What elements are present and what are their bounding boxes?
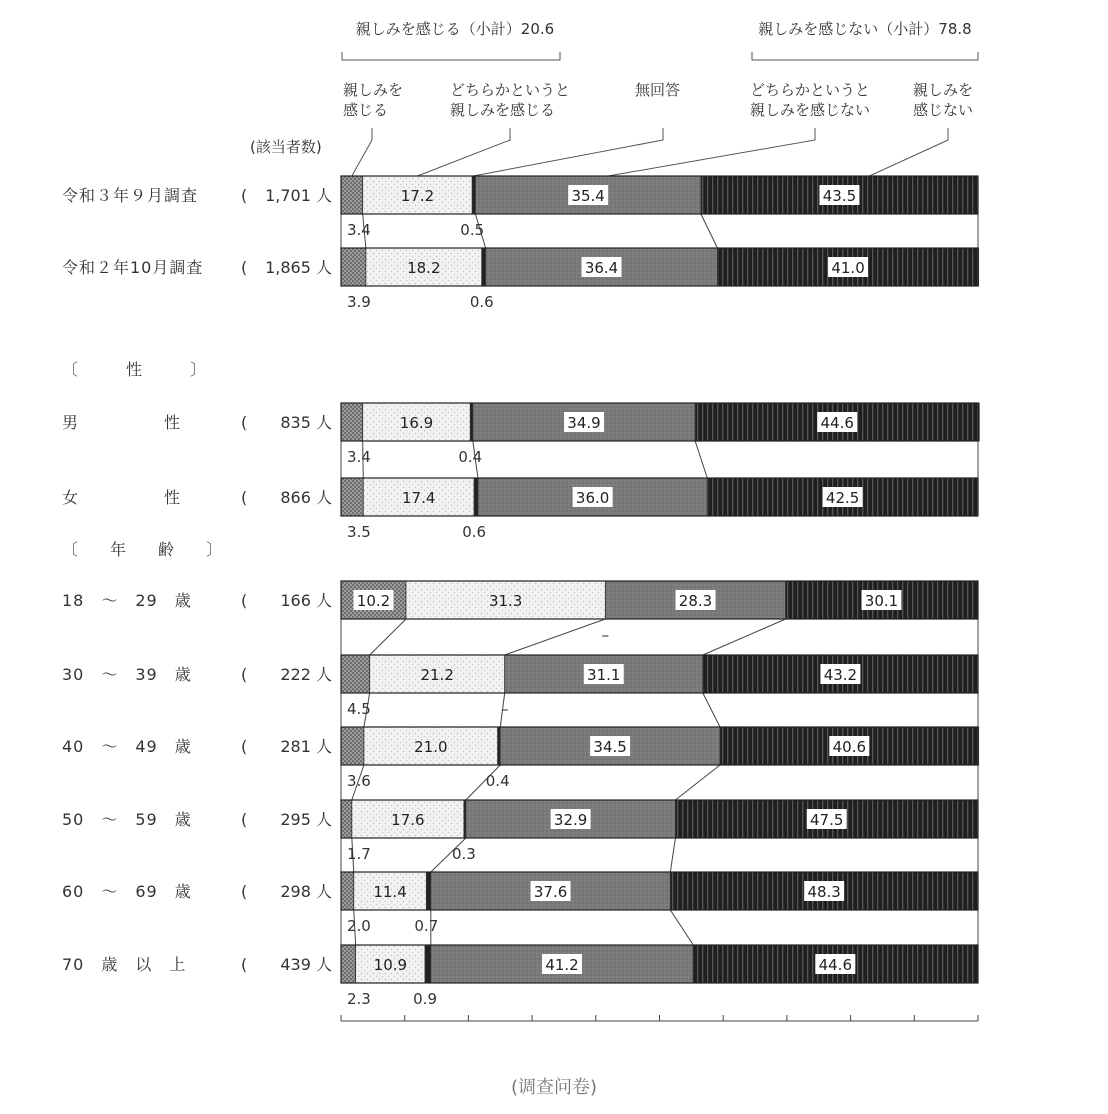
bar-segment-親しみを感じる (341, 872, 354, 910)
value-label: 36.0 (575, 489, 610, 507)
value-label: 10.2 (356, 592, 391, 610)
row-paren: ( (241, 488, 248, 507)
row-count: 439 人 (280, 955, 332, 974)
row-connector-box (341, 441, 978, 478)
bar-row (62, 248, 979, 311)
below-label-first: 3.6 (347, 772, 371, 790)
below-label-first: 3.5 (347, 523, 371, 541)
row-paren: ( (241, 413, 248, 432)
value-label: 21.0 (414, 738, 448, 756)
below-label-first: 3.4 (347, 448, 371, 466)
value-label: 17.4 (402, 489, 436, 507)
section-title-age: 〔 年 齢 〕 (62, 540, 223, 559)
below-label-no-answer: 0.3 (452, 845, 476, 863)
legend-label-1: どちらかというと親しみを感じる (450, 81, 571, 119)
row-count: 1,701 人 (265, 186, 332, 205)
value-label: 42.5 (825, 489, 860, 507)
below-label-no-answer: 0.9 (413, 990, 438, 1008)
row-label: 60 〜 69 歳 (62, 882, 192, 901)
value-label: 11.4 (373, 883, 407, 901)
row-paren: ( (241, 955, 248, 974)
value-label: 37.6 (533, 883, 568, 901)
chart-rows (62, 176, 979, 1008)
row-paren: ( (241, 591, 248, 610)
legend-label-3: どちらかというと親しみを感じない (750, 81, 871, 119)
value-label: 31.3 (488, 592, 523, 610)
value-label: 36.4 (584, 259, 619, 277)
below-label-no-answer: 0.7 (414, 917, 439, 935)
below-label-first: 2.3 (347, 990, 371, 1008)
value-label: 44.6 (820, 414, 854, 432)
value-label: 17.2 (400, 187, 435, 205)
value-label: 47.5 (810, 811, 844, 829)
value-label: 44.6 (818, 956, 853, 974)
row-label: 令和２年10月調査 (62, 258, 204, 277)
row-label: 70 歳 以 上 (62, 955, 187, 974)
row-label: 男 性 (62, 413, 182, 432)
bar-segment-無回答 (482, 248, 486, 286)
bar-segment-親しみを感じる (341, 403, 363, 441)
legend-label-2: 無回答 (635, 81, 681, 99)
row-paren: ( (241, 186, 248, 205)
value-label: 31.1 (587, 666, 621, 684)
x-axis (341, 1015, 978, 1021)
row-count: 835 人 (280, 413, 332, 432)
bar-segment-親しみを感じる (341, 945, 356, 983)
group-left-label: 親しみを感じる（小計）20.6 (355, 20, 555, 38)
bar-segment-親しみを感じる (341, 655, 370, 693)
row-count: 281 人 (280, 737, 332, 756)
below-label-first: 3.4 (347, 221, 371, 239)
below-label-first: 1.7 (347, 845, 371, 863)
row-label: 18 〜 29 歳 (62, 591, 192, 610)
below-label-no-answer: – (601, 626, 610, 644)
row-count: 1,865 人 (265, 258, 332, 277)
legend-label-4: 親しみを感じない (913, 81, 974, 119)
bar-segment-無回答 (425, 945, 431, 983)
leader-very-close (352, 128, 372, 176)
value-label: 34.5 (593, 738, 627, 756)
row-paren: ( (241, 737, 248, 756)
value-label: 35.4 (571, 187, 605, 205)
row-connector-box (341, 765, 978, 800)
bar-segment-親しみを感じる (341, 176, 363, 214)
legend (343, 81, 973, 119)
group-right-label: 親しみを感じない（小計）78.8 (758, 20, 972, 38)
group-right-bracket (752, 52, 978, 60)
below-label-no-answer: – (500, 700, 509, 718)
row-label: 40 〜 49 歳 (62, 737, 192, 756)
bar-row (62, 478, 978, 541)
count-header: (該当者数) (250, 138, 322, 156)
row-label: 50 〜 59 歳 (62, 810, 192, 829)
value-label: 10.9 (373, 956, 408, 974)
row-connector-box (341, 619, 978, 655)
below-label-no-answer: 0.4 (458, 448, 483, 466)
value-label: 30.1 (864, 592, 899, 610)
row-label: 30 〜 39 歳 (62, 665, 192, 684)
bar-segment-無回答 (474, 478, 478, 516)
bar-segment-無回答 (426, 872, 430, 910)
group-left-bracket (342, 52, 560, 60)
row-paren: ( (241, 882, 248, 901)
value-label: 48.3 (807, 883, 841, 901)
legend-leader-lines (352, 128, 948, 176)
value-label: 28.3 (678, 592, 713, 610)
bar-segment-親しみを感じる (341, 478, 363, 516)
legend-label-0: 親しみを感じる (343, 81, 404, 119)
row-connector-box (341, 214, 978, 248)
row-count: 866 人 (280, 488, 332, 507)
below-label-first: 3.9 (347, 293, 371, 311)
bar-row (62, 945, 978, 1008)
row-paren: ( (241, 665, 248, 684)
value-label: 41.2 (545, 956, 579, 974)
row-paren: ( (241, 258, 248, 277)
below-label-first: 2.0 (347, 917, 371, 935)
value-label: 34.9 (567, 414, 601, 432)
row-paren: ( (241, 810, 248, 829)
row-count: 298 人 (280, 882, 332, 901)
value-label: 32.9 (553, 811, 588, 829)
leader-somewhat-not (608, 128, 815, 176)
section-title-gender: 〔 性 〕 (62, 360, 207, 379)
value-label: 16.9 (399, 414, 434, 432)
below-label-no-answer: 0.4 (485, 772, 510, 790)
value-label: 21.2 (420, 666, 454, 684)
bar-segment-無回答 (472, 176, 475, 214)
value-label: 17.6 (391, 811, 425, 829)
leader-no-answer (473, 128, 663, 176)
row-label: 令和３年９月調査 (62, 186, 199, 205)
below-label-no-answer: 0.6 (469, 293, 494, 311)
bar-segment-親しみを感じる (341, 727, 364, 765)
value-label: 40.6 (832, 738, 867, 756)
row-label: 女 性 (62, 488, 182, 507)
value-label: 18.2 (407, 259, 441, 277)
row-connector-box (341, 693, 978, 727)
bar-segment-親しみを感じる (341, 800, 352, 838)
row-count: 295 人 (280, 810, 332, 829)
below-label-no-answer: 0.5 (460, 221, 485, 239)
row-count: 166 人 (280, 591, 332, 610)
leader-not-at-all (869, 128, 948, 176)
value-label: 43.2 (823, 666, 858, 684)
value-label: 41.0 (831, 259, 865, 277)
below-label-first: 4.5 (347, 700, 371, 718)
caption: (调查问卷) (510, 1077, 598, 1098)
below-label-no-answer: 0.6 (462, 523, 487, 541)
leader-somewhat-close (417, 128, 510, 176)
bar-segment-親しみを感じる (341, 248, 366, 286)
value-label: 43.5 (822, 187, 857, 205)
row-count: 222 人 (280, 665, 332, 684)
